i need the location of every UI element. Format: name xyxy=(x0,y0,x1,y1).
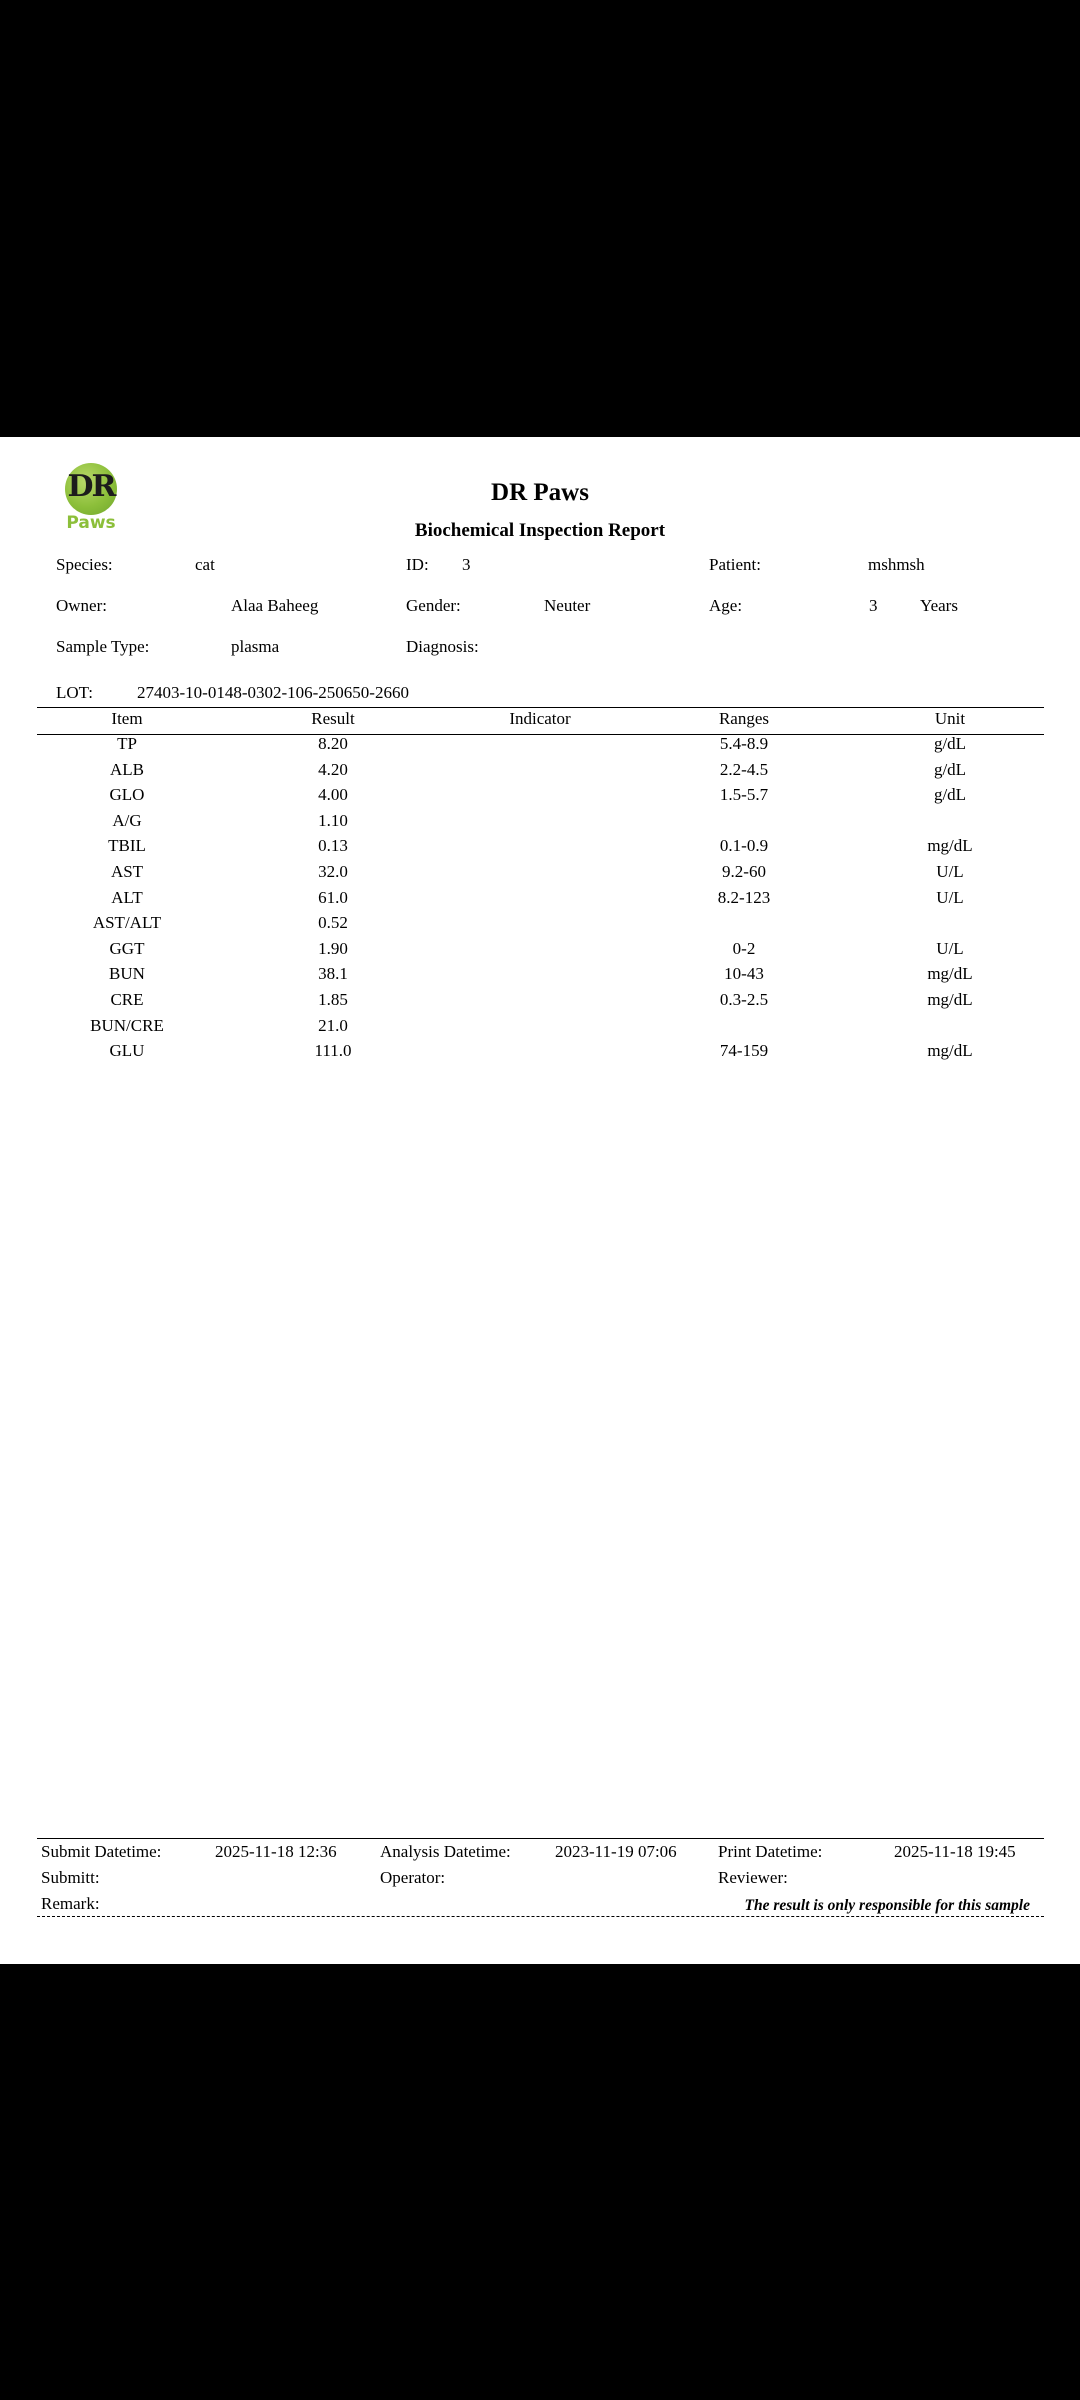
unit-cell: g/dL xyxy=(933,759,967,779)
unit-cell: mg/dL xyxy=(927,1041,973,1061)
range-cell: 0.1-0.9 xyxy=(719,836,769,856)
item-cell: BUN xyxy=(109,964,145,984)
lot-label: LOT: xyxy=(56,683,93,702)
result-cell: 1.90 xyxy=(318,938,348,958)
header-item: Item xyxy=(111,709,143,728)
item-cell: CRE xyxy=(110,990,144,1009)
patient-value: mshmsh xyxy=(868,555,925,574)
range-cell: 0.3-2.5 xyxy=(719,990,769,1009)
range-cell: 10-43 xyxy=(724,964,764,984)
item-cell: ALT xyxy=(111,887,143,907)
table-row xyxy=(0,785,1080,810)
result-cell: 32.0 xyxy=(318,862,348,881)
submit-datetime-value: 2025-11-18 12:36 xyxy=(215,1842,337,1861)
unit-cell: mg/dL xyxy=(927,836,973,856)
report-page xyxy=(0,437,1080,1964)
item-cell: BUN/CRE xyxy=(90,1015,164,1035)
table-row xyxy=(0,862,1080,887)
table-header xyxy=(0,709,1080,731)
submitter-label: Submitt: xyxy=(41,1868,100,1887)
header-unit: Unit xyxy=(934,709,966,728)
age-label: Age: xyxy=(709,596,743,615)
result-cell: 8.20 xyxy=(318,734,348,753)
item-cell: TP xyxy=(117,734,137,753)
disclaimer-text: The result is only responsible for this sample xyxy=(744,1897,1030,1914)
item-cell: ALB xyxy=(110,759,144,779)
table-top-rule xyxy=(37,707,1044,708)
result-cell: 38.1 xyxy=(318,964,348,984)
gender-label: Gender: xyxy=(406,596,461,615)
table-row xyxy=(0,964,1080,989)
age-unit: Years xyxy=(920,596,958,615)
table-row xyxy=(0,939,1080,964)
unit-cell: g/dL xyxy=(933,734,967,753)
unit-cell: mg/dL xyxy=(927,990,973,1009)
range-cell: 9.2-60 xyxy=(722,862,766,881)
owner-label: Owner: xyxy=(56,596,107,615)
result-cell: 1.85 xyxy=(318,990,348,1009)
result-cell: 4.00 xyxy=(318,785,348,805)
analysis-datetime-value: 2023-11-19 07:06 xyxy=(555,1842,677,1861)
range-cell: 74-159 xyxy=(719,1041,769,1061)
header-result: Result xyxy=(311,709,355,728)
footer-rule xyxy=(37,1838,1044,1839)
result-cell: 0.52 xyxy=(318,913,348,933)
range-cell: 1.5-5.7 xyxy=(719,785,769,805)
unit-cell: U/L xyxy=(936,938,964,958)
id-label: ID: xyxy=(406,555,429,574)
species-value: cat xyxy=(195,555,215,574)
result-cell: 4.20 xyxy=(318,759,348,779)
table-row xyxy=(0,913,1080,938)
analysis-datetime-label: Analysis Datetime: xyxy=(380,1842,511,1861)
range-cell: 2.2-4.5 xyxy=(719,759,769,779)
table-row xyxy=(0,1041,1080,1066)
operator-label: Operator: xyxy=(380,1868,446,1887)
header-ranges: Ranges xyxy=(718,709,770,728)
item-cell: GGT xyxy=(109,938,145,958)
table-row xyxy=(0,811,1080,836)
sample-type-label: Sample Type: xyxy=(56,637,150,656)
item-cell: A/G xyxy=(112,810,142,830)
item-cell: GLO xyxy=(109,785,145,805)
result-cell: 61.0 xyxy=(318,887,348,907)
range-cell: 8.2-123 xyxy=(717,887,771,907)
logo-word: Paws xyxy=(66,513,116,533)
unit-cell: g/dL xyxy=(933,785,967,805)
result-cell: 21.0 xyxy=(318,1015,348,1035)
diagnosis-label: Diagnosis: xyxy=(406,637,479,656)
print-datetime-label: Print Datetime: xyxy=(718,1842,823,1861)
bottom-black-bar xyxy=(0,1964,1080,2400)
range-cell: 5.4-8.9 xyxy=(719,734,769,753)
remark-label: Remark: xyxy=(41,1894,100,1913)
result-cell: 0.13 xyxy=(318,836,348,856)
item-cell: AST/ALT xyxy=(92,913,162,933)
gender-value: Neuter xyxy=(544,596,591,615)
table-row xyxy=(0,888,1080,913)
unit-cell: U/L xyxy=(936,862,964,881)
unit-cell: U/L xyxy=(936,887,964,907)
reviewer-label: Reviewer: xyxy=(718,1868,788,1887)
range-cell: 0-2 xyxy=(732,938,756,958)
submit-datetime-label: Submit Datetime: xyxy=(41,1842,162,1861)
table-row xyxy=(0,760,1080,785)
item-cell: TBIL xyxy=(108,836,146,856)
id-value: 3 xyxy=(462,555,471,574)
result-cell: 1.10 xyxy=(318,810,348,830)
logo-initials: DR xyxy=(67,469,115,504)
report-subtitle: Biochemical Inspection Report xyxy=(414,520,666,541)
table-row xyxy=(0,990,1080,1015)
species-label: Species: xyxy=(56,555,113,574)
item-cell: GLU xyxy=(109,1041,145,1061)
table-row xyxy=(0,734,1080,759)
header-indicator: Indicator xyxy=(509,709,571,728)
sample-type-value: plasma xyxy=(231,637,280,656)
table-row xyxy=(0,836,1080,861)
report-title: DR Paws xyxy=(491,479,589,506)
owner-value: Alaa Baheeg xyxy=(231,596,319,615)
table-row xyxy=(0,1016,1080,1041)
remark-dashed-line xyxy=(37,1916,1044,1917)
item-cell: AST xyxy=(110,862,144,881)
age-value: 3 xyxy=(869,596,878,615)
patient-label: Patient: xyxy=(709,555,761,574)
lot-value: 27403-10-0148-0302-106-250650-2660 xyxy=(137,683,409,702)
print-datetime-value: 2025-11-18 19:45 xyxy=(894,1842,1016,1861)
unit-cell: mg/dL xyxy=(927,964,973,984)
top-black-bar xyxy=(0,0,1080,437)
result-cell: 111.0 xyxy=(314,1041,352,1061)
